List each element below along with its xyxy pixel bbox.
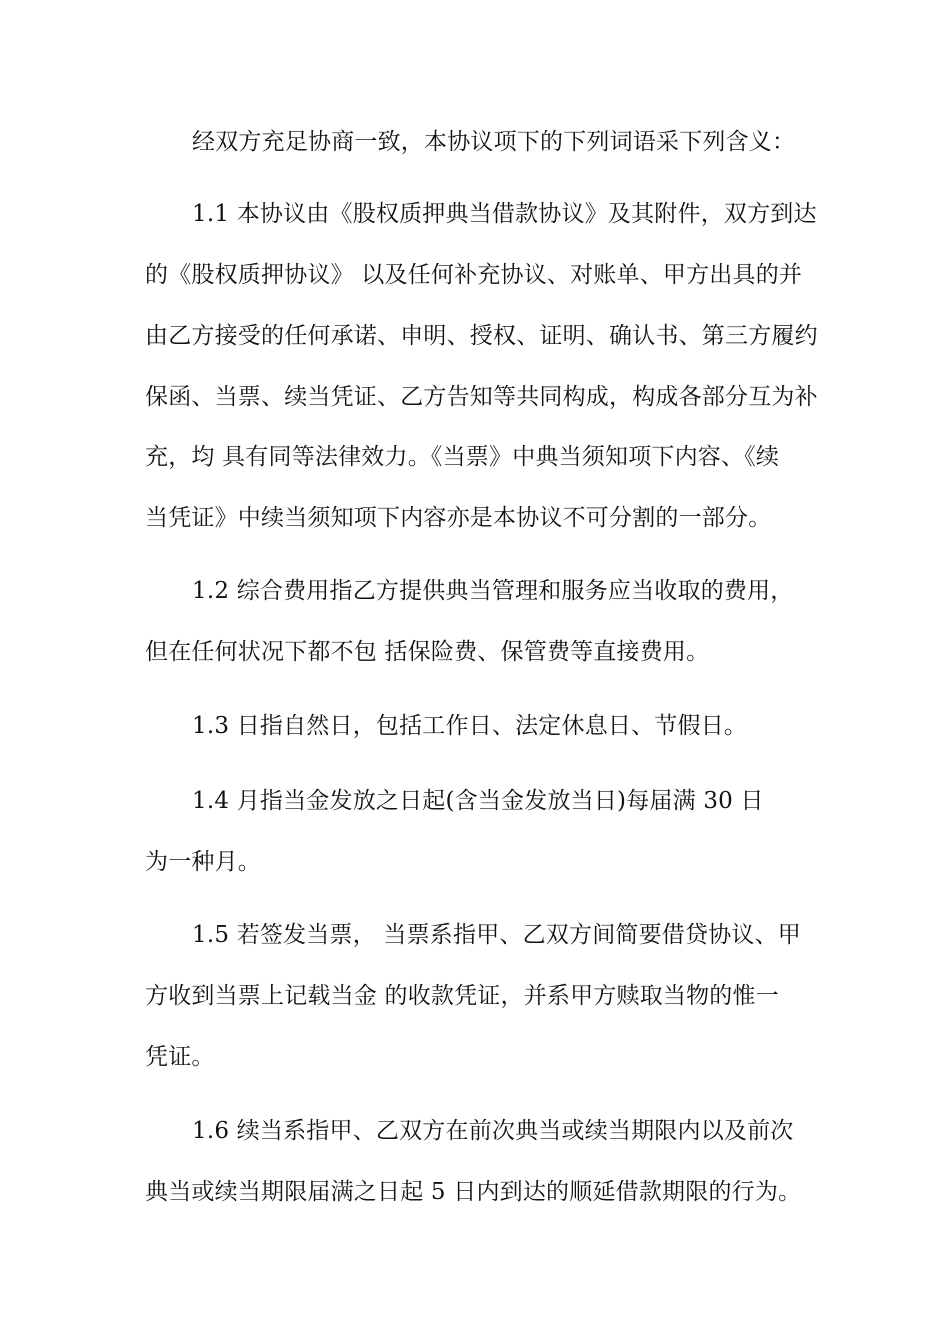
clause-1-4-line-1: 1.4 月指当金发放之日起(含当金发放当日)每届满 30 日 bbox=[192, 788, 764, 814]
clause-1-6-line-1: 1.6 续当系指甲、乙双方在前次典当或续当期限内以及前次 bbox=[192, 1118, 794, 1144]
clause-1-5-line-1: 1.5 若签发当票， 当票系指甲、乙双方间简要借贷协议、甲 bbox=[192, 922, 801, 948]
clause-1-1-line-6: 当凭证》中续当须知项下内容亦是本协议不可分割的一部分。 bbox=[145, 505, 772, 531]
clause-1-2-line-2: 但在任何状况下都不包 括保险费、保管费等直接费用。 bbox=[145, 639, 710, 665]
clause-1-1-line-5: 充，均 具有同等法律效力。《当票》中典当须知项下内容、《续 bbox=[145, 444, 780, 470]
intro-paragraph: 经双方充足协商一致，本协议项下的下列词语采下列含义： bbox=[192, 129, 796, 155]
clause-1-5-line-2: 方收到当票上记载当金 的收款凭证，并系甲方赎取当物的惟一 bbox=[145, 983, 779, 1009]
clause-1-1-line-1: 1.1 本协议由《股权质押典当借款协议》及其附件，双方到达 bbox=[192, 201, 817, 227]
clause-1-1-line-3: 由乙方接受的任何承诺、申明、授权、证明、确认书、第三方履约 bbox=[145, 323, 818, 349]
clause-1-4-line-2: 为一种月。 bbox=[145, 849, 261, 875]
clause-1-3-line-1: 1.3 日指自然日，包括工作日、法定休息日、节假日。 bbox=[192, 713, 748, 739]
clause-1-1-line-2: 的《股权质押协议》 以及任何补充协议、对账单、甲方出具的并 bbox=[145, 262, 803, 288]
clause-1-5-line-3: 凭证。 bbox=[145, 1044, 215, 1070]
clause-1-1-line-4: 保函、当票、续当凭证、乙方告知等共同构成，构成各部分互为补 bbox=[145, 384, 818, 410]
clause-1-6-line-2: 典当或续当期限届满之日起 5 日内到达的顺延借款期限的行为。 bbox=[145, 1179, 802, 1205]
clause-1-2-line-1: 1.2 综合费用指乙方提供典当管理和服务应当收取的费用， bbox=[192, 578, 794, 604]
